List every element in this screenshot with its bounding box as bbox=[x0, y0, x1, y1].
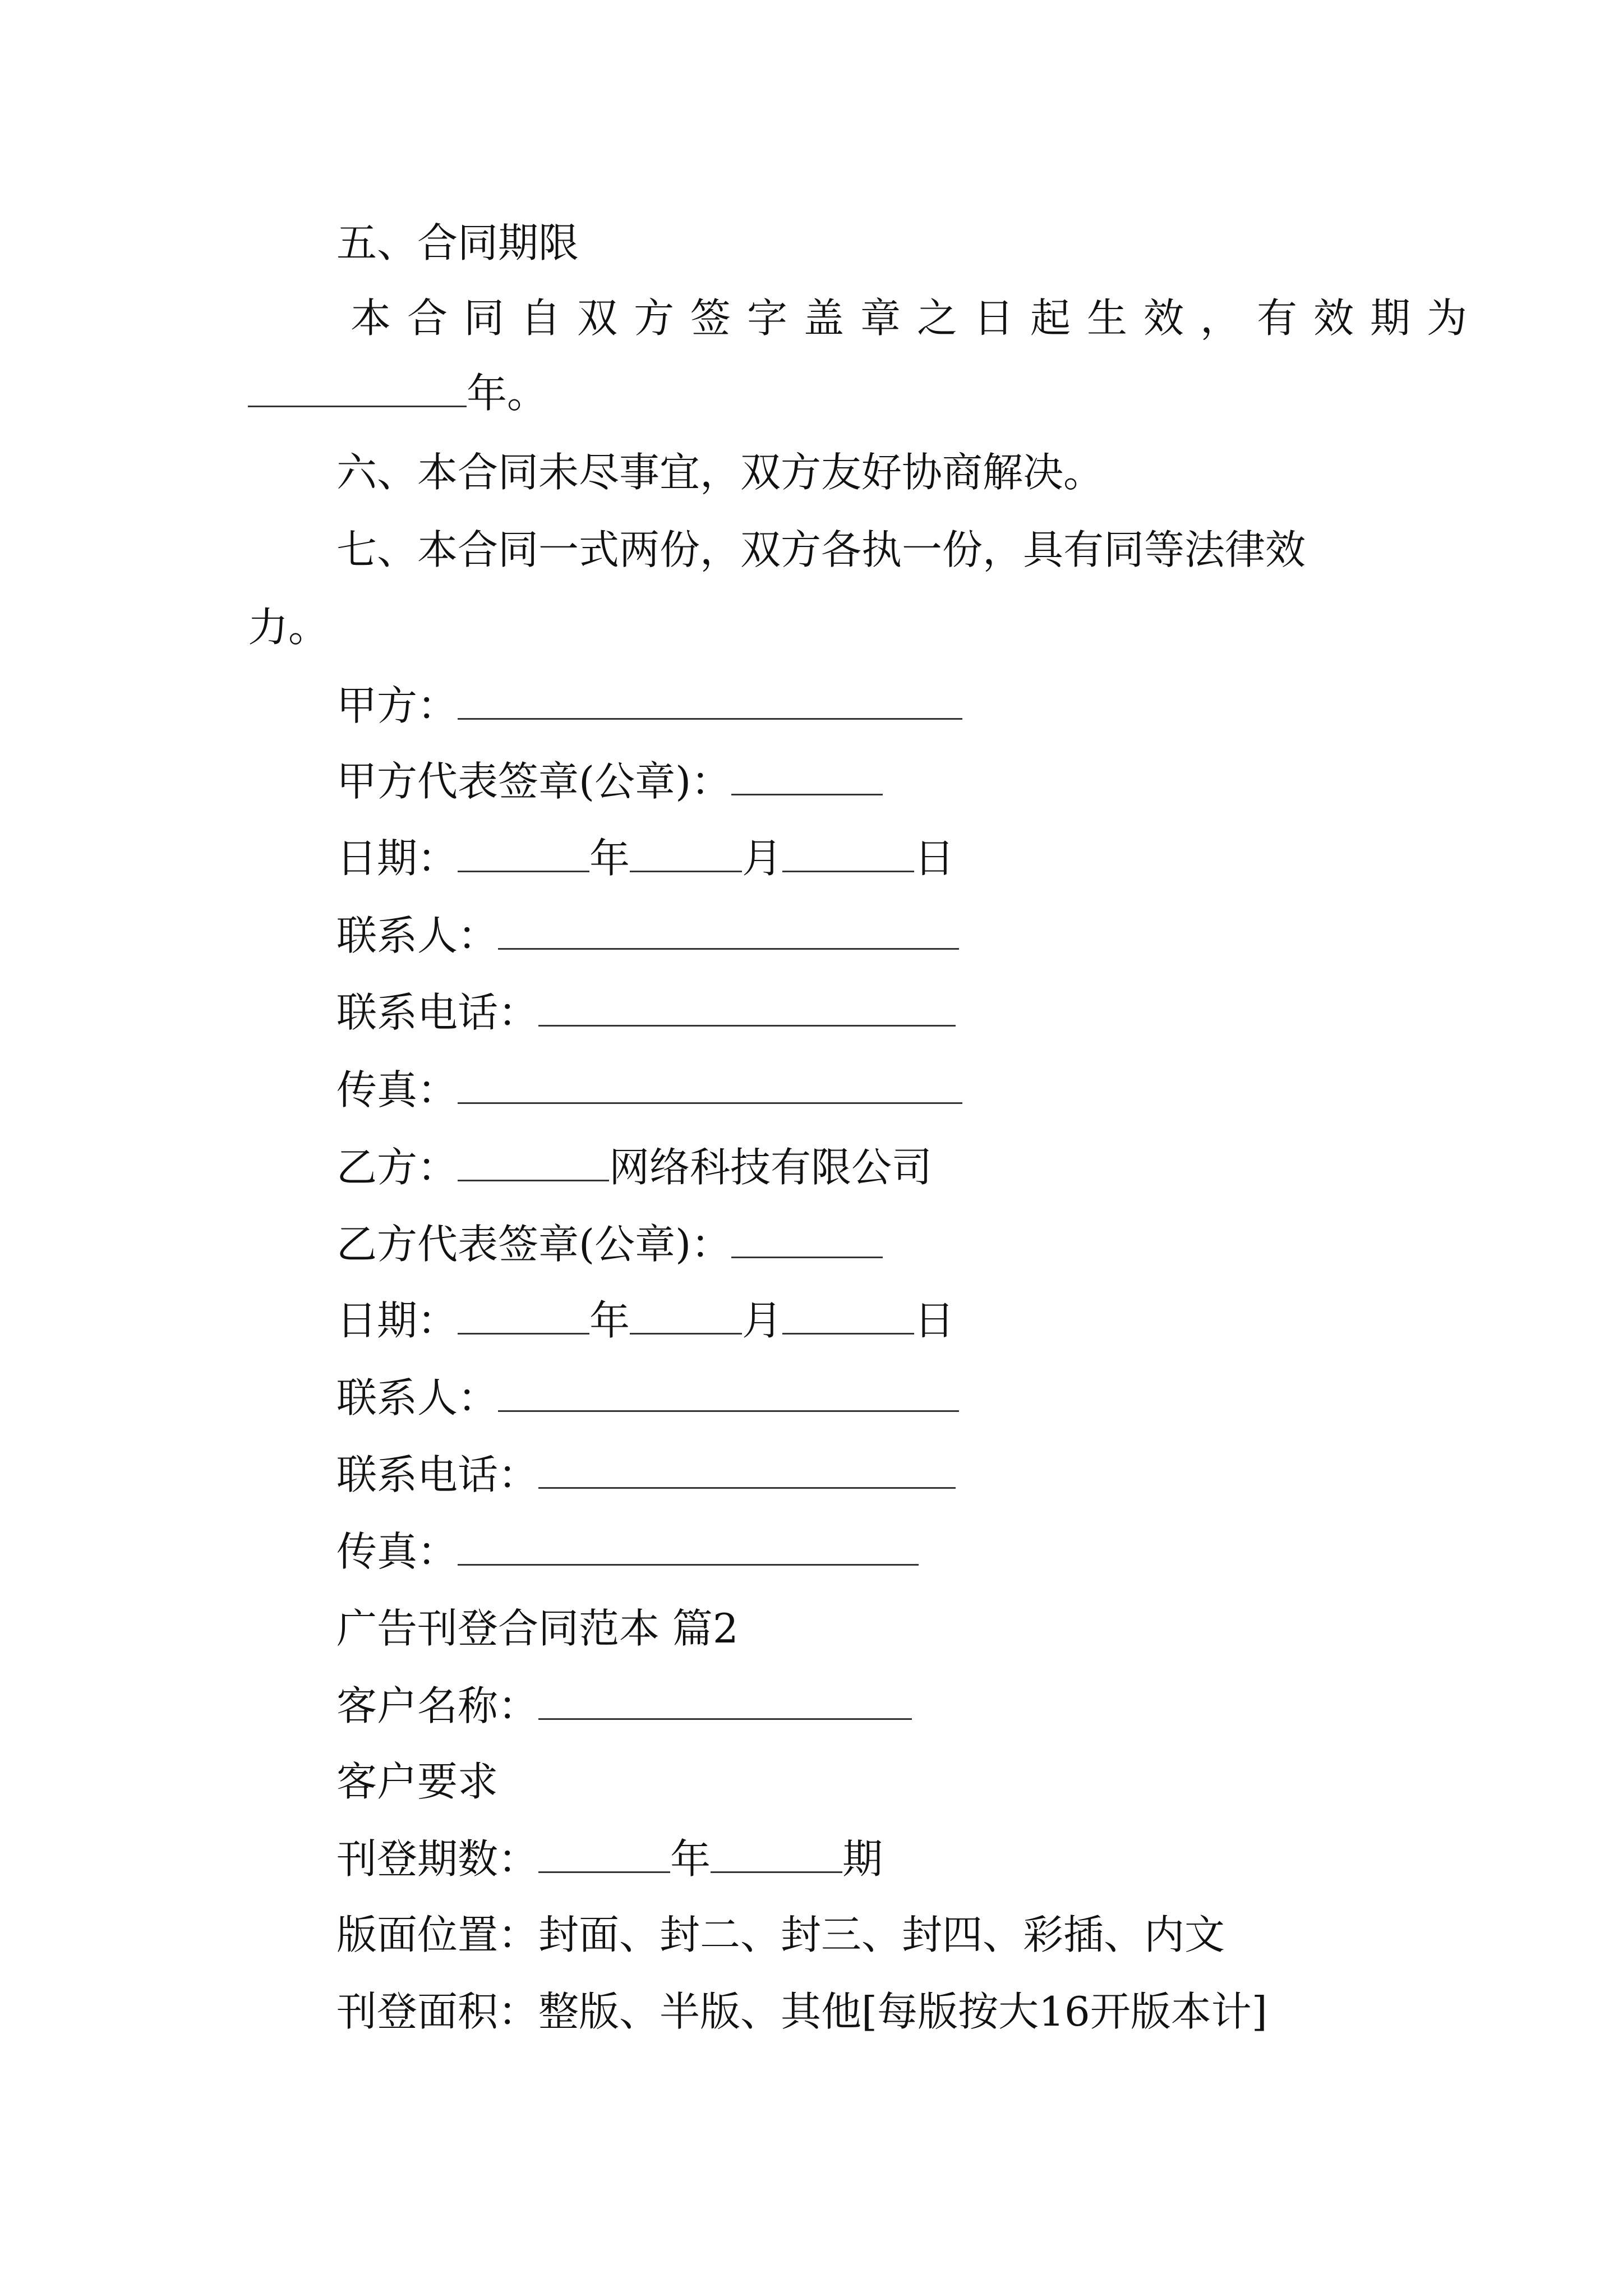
customer-name-line bbox=[336, 1674, 912, 1736]
party-a-contact-blank[interactable] bbox=[498, 904, 959, 950]
issues-unit-label: 期 bbox=[842, 1835, 883, 1883]
term-years-blank[interactable] bbox=[248, 362, 467, 407]
issues-label: 刊登期数： bbox=[336, 1835, 539, 1883]
party-a-date-line bbox=[336, 827, 955, 889]
section-seven-text: 七、本合同一式两份，双方各执一份，具有同等法律效 bbox=[336, 526, 1306, 573]
party-b-company: 网络科技有限公司 bbox=[609, 1144, 933, 1191]
term-years-suffix: 年。 bbox=[467, 370, 548, 417]
party-a-blank[interactable] bbox=[458, 674, 962, 720]
party-b-blank[interactable] bbox=[458, 1136, 609, 1181]
party-a-sign-blank[interactable] bbox=[731, 750, 883, 795]
party-b-contact-blank[interactable] bbox=[498, 1366, 959, 1412]
party-a-month-blank[interactable] bbox=[630, 827, 742, 872]
party-a-date-label: 日期： bbox=[336, 835, 458, 882]
party-a-fax-label: 传真： bbox=[336, 1066, 458, 1114]
party-b-year-label: 年 bbox=[589, 1297, 630, 1344]
customer-name-blank[interactable] bbox=[538, 1674, 912, 1720]
party-b-phone-label: 联系电话： bbox=[336, 1451, 539, 1498]
party-a-sign-line bbox=[336, 750, 883, 812]
party-b-fax-label: 传真： bbox=[336, 1528, 458, 1575]
issues-line bbox=[336, 1828, 883, 1889]
party-b-month-blank[interactable] bbox=[630, 1289, 742, 1335]
party-b-phone-line bbox=[336, 1443, 956, 1505]
layout-position-line: 版面位置：封面、封二、封三、封四、彩插、内文 bbox=[336, 1911, 1225, 1958]
party-b-contact-label: 联系人： bbox=[336, 1374, 499, 1421]
contract-term-text: 本合同自双方签字盖章之日起生效，有效期为 bbox=[351, 295, 1484, 342]
issues-count-blank[interactable] bbox=[711, 1828, 842, 1873]
party-a-contact-line bbox=[336, 904, 959, 966]
party-a-year-blank[interactable] bbox=[458, 827, 589, 872]
party-a-phone-line bbox=[336, 981, 956, 1043]
party-b-year-blank[interactable] bbox=[458, 1289, 589, 1335]
party-a-month-label: 月 bbox=[742, 835, 783, 882]
party-b-fax-line bbox=[336, 1520, 919, 1582]
section-six-text: 六、本合同未尽事宜，双方友好协商解决。 bbox=[336, 449, 1104, 496]
party-b-contact-line bbox=[336, 1366, 959, 1428]
section-five-heading: 五、合同期限 bbox=[336, 219, 579, 266]
party-b-sign-line bbox=[336, 1213, 883, 1274]
customer-requirements-heading: 客户要求 bbox=[336, 1758, 499, 1805]
party-b-day-label: 日 bbox=[914, 1297, 955, 1344]
section-two-title: 广告刊登合同范本 篇2 bbox=[336, 1605, 739, 1652]
party-a-fax-line bbox=[336, 1059, 962, 1120]
party-b-sign-label: 乙方代表签章(公章)： bbox=[336, 1221, 732, 1268]
party-b-date-label: 日期： bbox=[336, 1297, 458, 1344]
party-a-line bbox=[336, 674, 962, 736]
party-a-year-label: 年 bbox=[589, 835, 630, 882]
issues-year-label: 年 bbox=[670, 1835, 711, 1883]
party-a-phone-label: 联系电话： bbox=[336, 989, 539, 1036]
party-b-label: 乙方： bbox=[336, 1144, 458, 1191]
party-b-day-blank[interactable] bbox=[782, 1289, 914, 1335]
party-a-day-blank[interactable] bbox=[782, 827, 914, 872]
section-seven-continued: 力。 bbox=[248, 604, 329, 651]
party-a-contact-label: 联系人： bbox=[336, 912, 499, 959]
issues-year-blank[interactable] bbox=[538, 1828, 670, 1873]
party-b-fax-blank[interactable] bbox=[458, 1520, 919, 1566]
party-b-sign-blank[interactable] bbox=[731, 1213, 883, 1258]
party-a-phone-blank[interactable] bbox=[538, 981, 956, 1027]
party-b-line bbox=[336, 1136, 932, 1198]
term-years-line bbox=[248, 362, 547, 424]
publication-area-line: 刊登面积：整版、半版、其他[每版按大16开版本计] bbox=[336, 1988, 1267, 2035]
party-a-day-label: 日 bbox=[914, 835, 955, 882]
party-a-sign-label: 甲方代表签章(公章)： bbox=[336, 758, 732, 805]
party-b-date-line bbox=[336, 1289, 955, 1351]
customer-name-label: 客户名称： bbox=[336, 1682, 539, 1729]
party-a-label: 甲方： bbox=[336, 682, 458, 729]
party-b-phone-blank[interactable] bbox=[538, 1443, 956, 1489]
party-a-fax-blank[interactable] bbox=[458, 1059, 962, 1104]
party-b-month-label: 月 bbox=[742, 1297, 783, 1344]
